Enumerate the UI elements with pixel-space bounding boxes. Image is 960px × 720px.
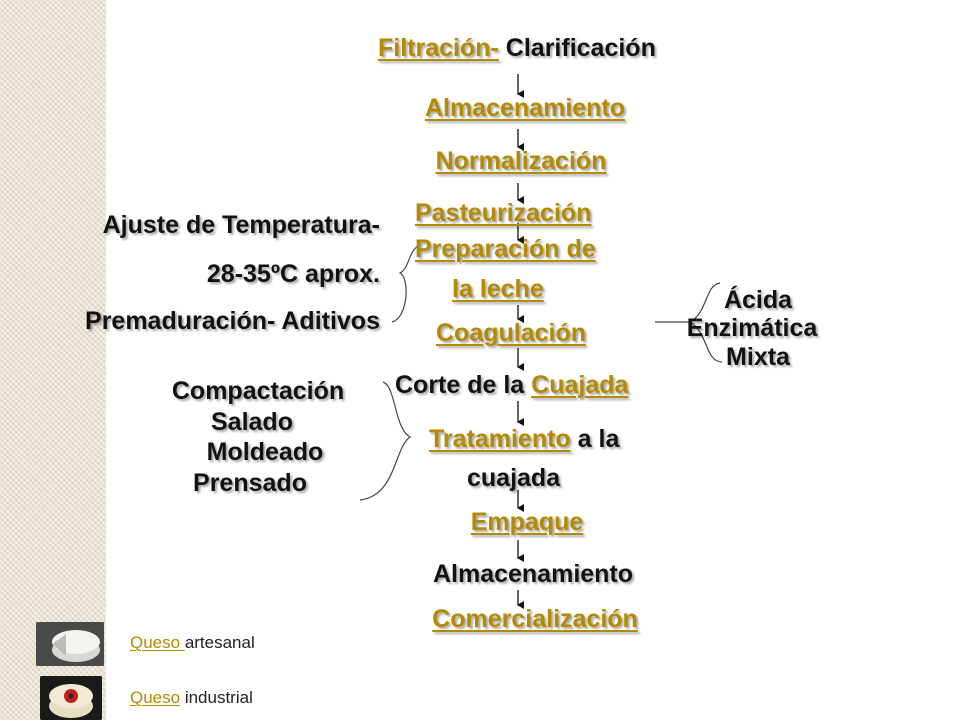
queso-artesanal-link[interactable]: Queso xyxy=(130,633,185,652)
note-temperatura-rango: 28-35ºC aprox. xyxy=(206,260,380,288)
preparacion-link-2[interactable]: la leche xyxy=(452,275,544,303)
industrial-text: industrial xyxy=(180,688,253,707)
note-ajuste-temperatura: Ajuste de Temperatura- xyxy=(102,211,380,239)
preparacion-link-1[interactable]: Preparación de xyxy=(415,235,596,263)
treatment-moldeado: Moldeado xyxy=(206,438,324,466)
step-tratamiento-line2: cuajada xyxy=(467,464,561,492)
coag-type-mixta: Mixta xyxy=(726,343,790,371)
left-brace-treatment xyxy=(360,382,410,500)
pasteurizacion-link[interactable]: Pasteurización xyxy=(415,199,592,227)
step-preparacion-line2 xyxy=(452,277,544,302)
footer-link-artesanal xyxy=(130,634,255,651)
treatment-compactacion: Compactación xyxy=(171,377,345,405)
step-preparacion-line1 xyxy=(415,237,596,262)
queso-industrial-link[interactable]: Queso xyxy=(130,688,181,707)
coagulacion-link[interactable]: Coagulación xyxy=(436,319,587,347)
cuajada-link[interactable]: Cuajada xyxy=(531,371,629,399)
coag-type-acida: Ácida xyxy=(723,286,793,314)
tratamiento-link[interactable]: Tratamiento xyxy=(429,425,571,453)
step-filtracion-clarificacion xyxy=(378,36,656,61)
treatment-salado: Salado xyxy=(211,408,293,436)
treatment-prensado: Prensado xyxy=(193,469,307,497)
almacenamiento-link[interactable]: Almacenamiento xyxy=(424,94,626,122)
normalizacion-link[interactable]: Normalización xyxy=(435,147,607,175)
filtracion-link[interactable]: Filtración- xyxy=(378,34,499,62)
coag-type-enzimatica: Enzimática xyxy=(686,314,818,342)
clarificacion-text: Clarificación xyxy=(498,34,656,62)
empaque-link[interactable]: Empaque xyxy=(470,508,584,536)
corte-text: Corte de la xyxy=(395,371,532,399)
step-corte-cuajada xyxy=(395,373,628,398)
note-premaduracion: Premaduración- Aditivos xyxy=(85,307,380,335)
footer-link-industrial xyxy=(130,689,253,706)
step-normalizacion xyxy=(436,149,607,174)
step-pasteurizacion xyxy=(415,201,591,226)
tratamiento-suffix: a la xyxy=(570,425,620,453)
step-empaque xyxy=(471,510,584,535)
artesanal-text: artesanal xyxy=(184,633,255,652)
cheese-wheel-icon xyxy=(36,622,104,666)
comercializacion-link[interactable]: Comercialización xyxy=(432,605,638,633)
artisanal-cheese-thumbnail[interactable] xyxy=(36,622,104,666)
step-comercializacion xyxy=(432,607,638,632)
step-almacenamiento-2: Almacenamiento xyxy=(432,560,634,588)
step-coagulacion xyxy=(436,321,586,346)
step-almacenamiento-1 xyxy=(425,96,625,121)
step-tratamiento-line1 xyxy=(429,427,619,452)
cheese-round-icon xyxy=(40,676,102,720)
industrial-cheese-thumbnail[interactable] xyxy=(40,676,102,720)
